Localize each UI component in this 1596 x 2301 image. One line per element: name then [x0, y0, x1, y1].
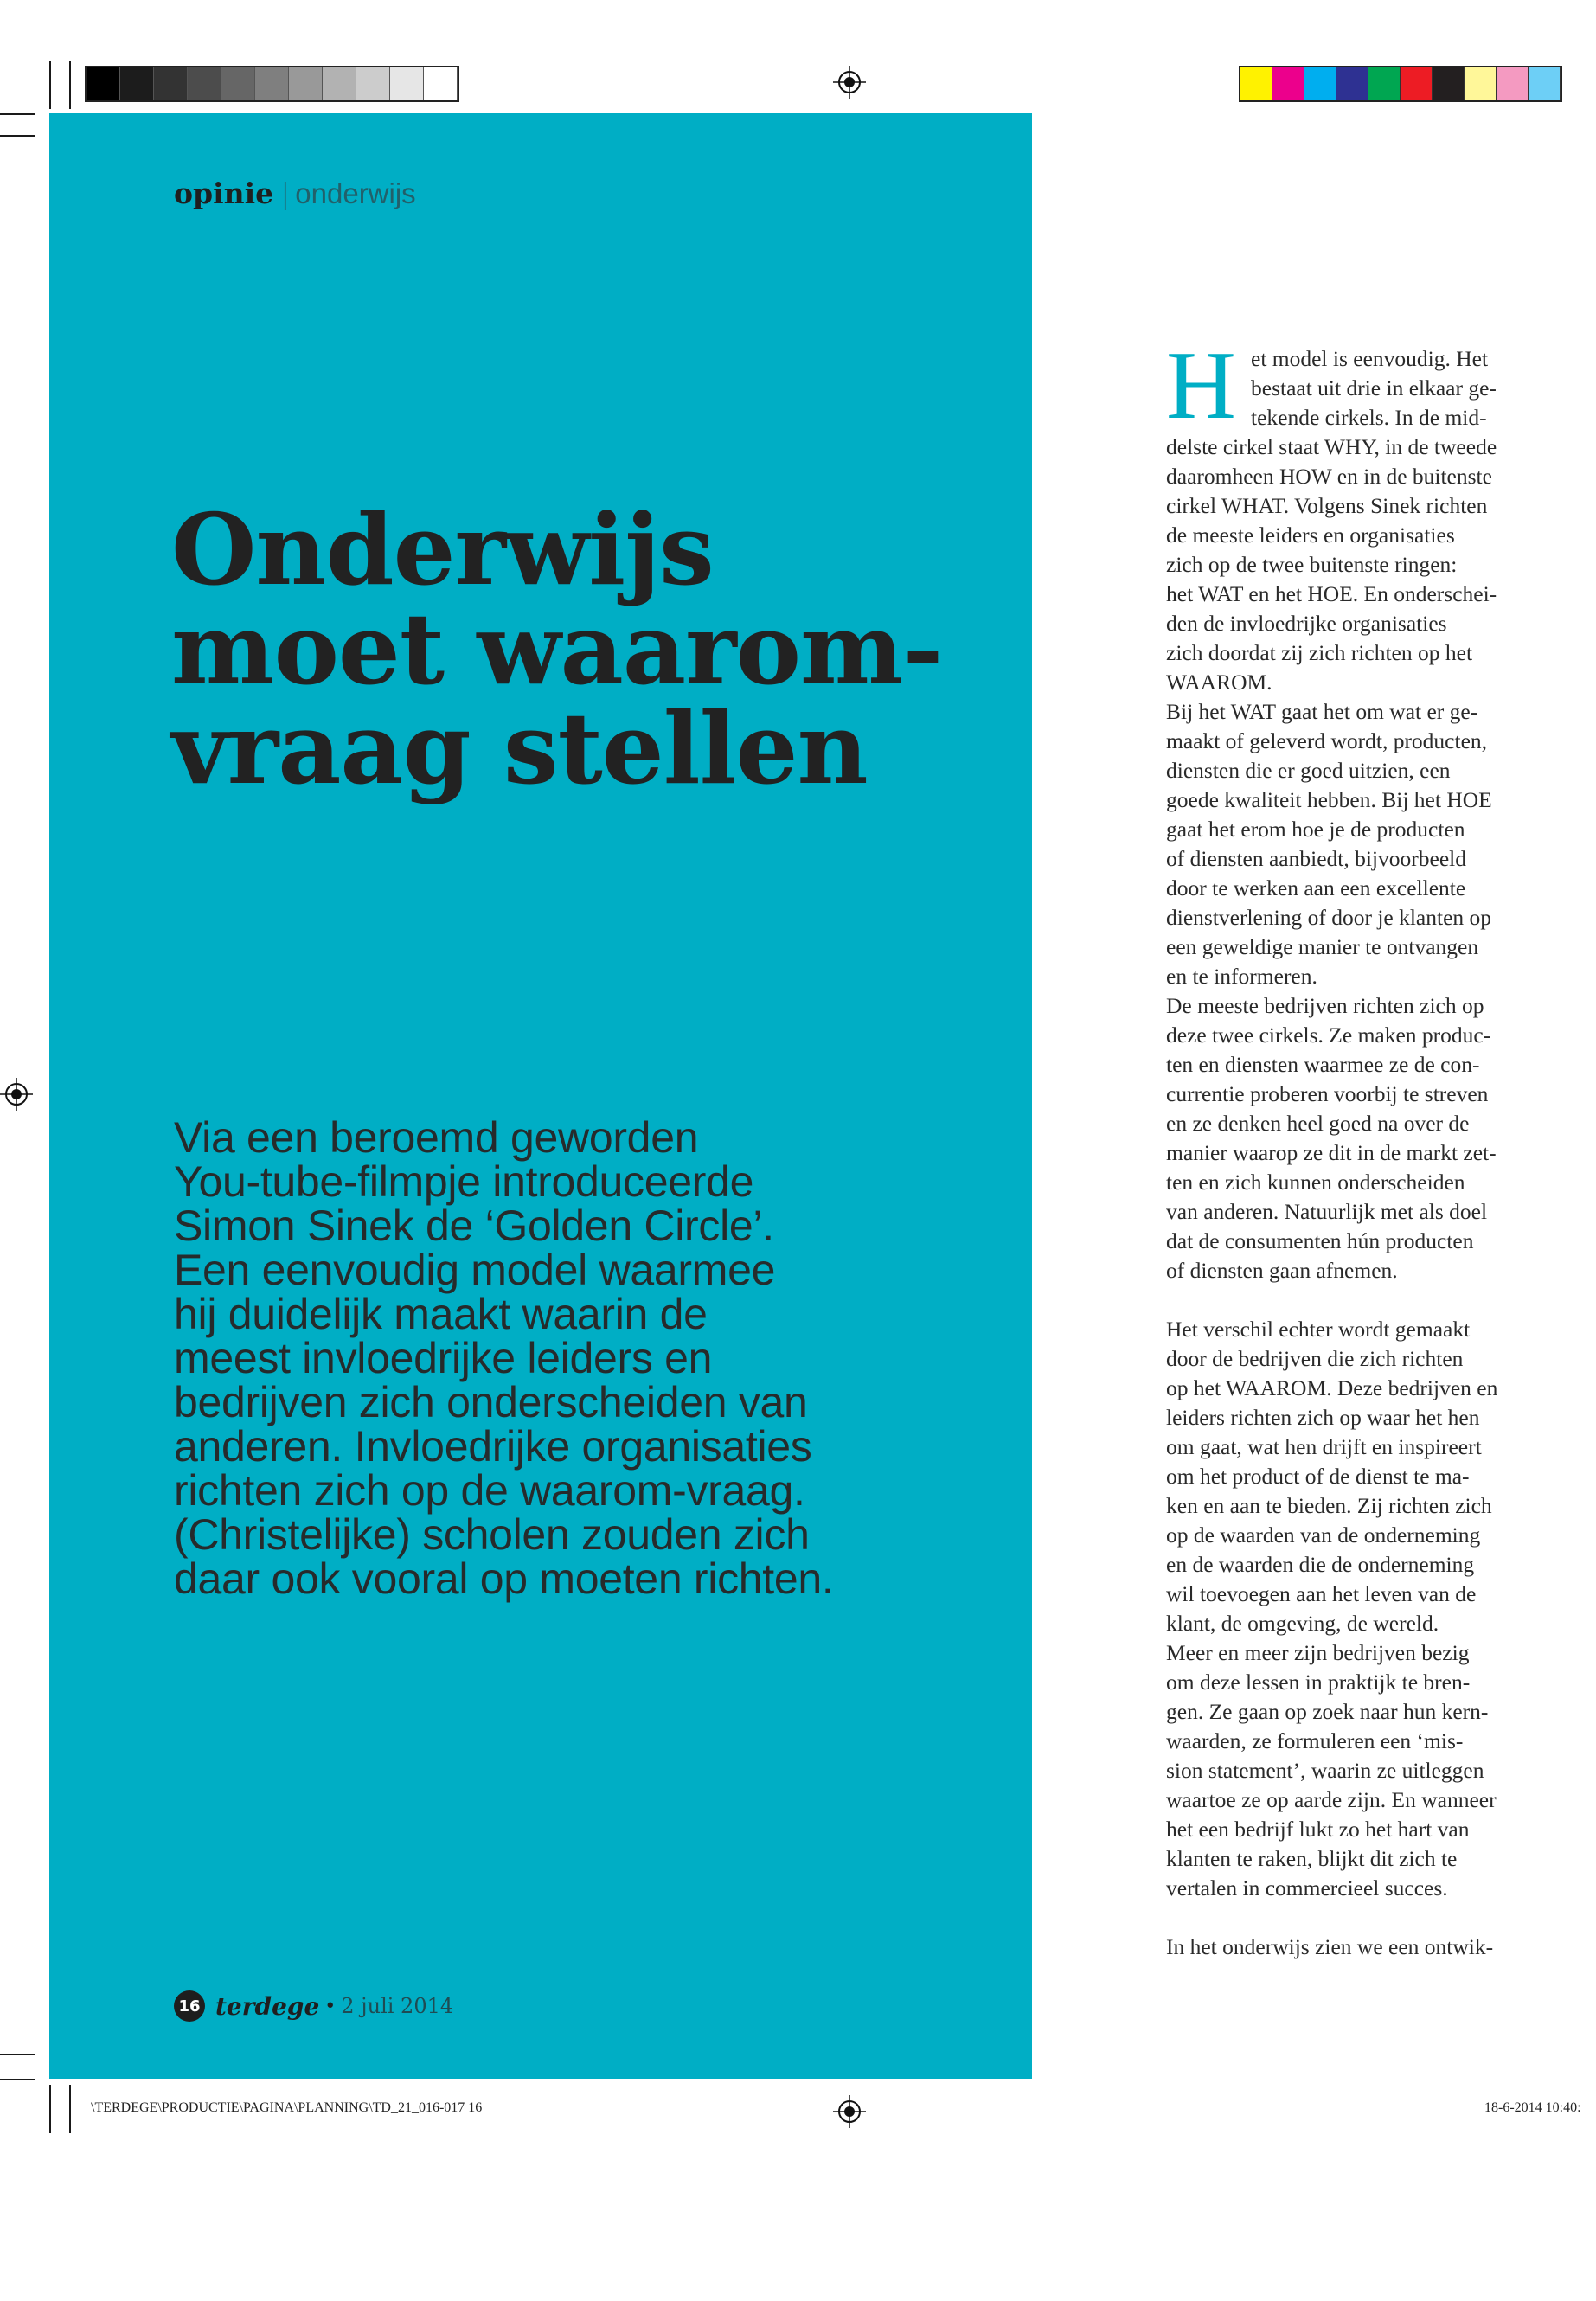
- category-label: opinie: [174, 176, 274, 210]
- color-bar: [1239, 66, 1562, 102]
- body-line: dienstverlening of door je klanten op: [1166, 905, 1492, 930]
- body-line: In het onderwijs zien we een ontwik-: [1166, 1934, 1494, 1959]
- body-line: Het verschil echter wordt gemaakt: [1166, 1317, 1471, 1342]
- headline-line: vraag stellen: [171, 691, 868, 806]
- intro-line: (Christelijke) scholen zouden zich: [174, 1510, 810, 1559]
- color-swatch: [1465, 67, 1497, 100]
- crop-mark: [69, 61, 71, 109]
- color-swatch: [1401, 67, 1433, 100]
- color-swatch: [1240, 67, 1272, 100]
- color-swatch: [424, 67, 458, 100]
- body-line: klant, de omgeving, de wereld.: [1166, 1611, 1439, 1636]
- color-swatch: [1336, 67, 1368, 100]
- body-line: en te informeren.: [1166, 964, 1317, 989]
- body-line: een geweldige manier te ontvangen: [1166, 934, 1479, 959]
- issue-date: 2 juli 2014: [341, 1994, 454, 2018]
- paragraph-gap: [1166, 1903, 1538, 1932]
- teal-panel: [49, 113, 1032, 2079]
- body-line: het WAT en het HOE. En onderschei-: [1166, 581, 1497, 606]
- slug-timestamp: 18-6-2014 10:40:: [1484, 2100, 1581, 2115]
- color-swatch: [120, 67, 154, 100]
- body-line: Bij het WAT gaat het om wat er ge-: [1166, 699, 1478, 724]
- color-swatch: [154, 67, 188, 100]
- body-line: klanten te raken, blijkt dit zich te: [1166, 1846, 1458, 1871]
- color-swatch: [1497, 67, 1529, 100]
- color-swatch: [87, 67, 120, 100]
- color-swatch: [289, 67, 323, 100]
- body-line: Meer en meer zijn bedrijven bezig: [1166, 1640, 1470, 1665]
- body-line: zich doordat zij zich richten op het: [1166, 640, 1473, 665]
- crop-mark: [49, 61, 51, 109]
- body-line: bestaat uit drie in elkaar ge-: [1251, 375, 1497, 401]
- registration-mark-icon: [833, 2095, 866, 2128]
- color-swatch: [1433, 67, 1465, 100]
- body-line: het een bedrijf lukt zo het hart van: [1166, 1817, 1470, 1842]
- intro-line: You-tube-filmpje introduceerde: [174, 1157, 754, 1206]
- page-folio: [174, 1990, 453, 2022]
- body-line: daaromheen HOW en in de buitenste: [1166, 464, 1492, 489]
- body-line: door de bedrijven die zich richten: [1166, 1346, 1464, 1371]
- crop-mark: [49, 2085, 51, 2133]
- body-line: gaat het erom hoe je de producten: [1166, 817, 1465, 842]
- color-swatch: [221, 67, 255, 100]
- body-line: en ze denken heel goed na over de: [1166, 1111, 1470, 1136]
- intro-line: Simon Sinek de ‘Golden Circle’.: [174, 1202, 774, 1250]
- body-line: op het WAAROM. Deze bedrijven en: [1166, 1375, 1498, 1400]
- magazine-logo: terdege: [215, 1991, 320, 2021]
- slug-path: \TERDEGE\PRODUCTIE\PAGINA\PLANNING\TD_21_016-017 16: [91, 2100, 483, 2115]
- body-line: sion statement’, waarin ze uitleggen: [1166, 1758, 1484, 1783]
- grayscale-bar: [85, 66, 459, 102]
- registration-mark-icon: [0, 1078, 33, 1111]
- dropcap-lines: [1166, 332, 1538, 439]
- article-body: [1166, 332, 1538, 1962]
- color-swatch: [356, 67, 390, 100]
- registration-mark-icon: [833, 66, 866, 99]
- body-line: tekende cirkels. In de mid-: [1251, 405, 1487, 430]
- intro-line: Een eenvoudig model waarmee: [174, 1246, 776, 1294]
- color-swatch: [323, 67, 356, 100]
- crop-mark: [69, 2085, 71, 2133]
- body-line: deze twee cirkels. Ze maken produc-: [1166, 1022, 1491, 1048]
- body-line: vertalen in commercieel succes.: [1166, 1875, 1448, 1900]
- body-line: of diensten aanbiedt, bijvoorbeeld: [1166, 846, 1466, 871]
- color-swatch: [390, 67, 424, 100]
- body-line: et model is eenvoudig. Het: [1251, 346, 1489, 371]
- intro-line: daar ook vooral op moeten richten.: [174, 1554, 834, 1603]
- color-swatch: [1368, 67, 1401, 100]
- body-line: zich op de twee buitenste ringen:: [1166, 552, 1458, 577]
- intro-line: anderen. Invloedrijke organisaties: [174, 1422, 812, 1471]
- body-line: cirkel WHAT. Volgens Sinek richten: [1166, 493, 1488, 518]
- headline: [171, 492, 1002, 806]
- body-line: of diensten gaan afnemen.: [1166, 1258, 1398, 1283]
- crop-mark: [0, 135, 35, 137]
- topic-label: onderwijs: [295, 177, 416, 209]
- body-line: dat de consumenten hún producten: [1166, 1228, 1474, 1253]
- body-line: waarden, ze formuleren een ‘mis-: [1166, 1728, 1464, 1753]
- body-line: ken en aan te bieden. Zij richten zich: [1166, 1493, 1492, 1518]
- intro-line: bedrijven zich onderscheiden van: [174, 1378, 808, 1426]
- body-line: om het product of de dienst te ma-: [1166, 1464, 1470, 1489]
- body-line: van anderen. Natuurlijk met als doel: [1166, 1199, 1488, 1224]
- headline-line: moet waarom-: [171, 592, 943, 707]
- body-line: en de waarden die de onderneming: [1166, 1552, 1475, 1577]
- paragraph-block: [1166, 1315, 1538, 1903]
- color-swatch: [188, 67, 221, 100]
- kicker-separator: |: [280, 176, 291, 210]
- crop-mark: [0, 2054, 35, 2055]
- page-number: 16: [174, 1990, 205, 2022]
- body-line: ten en zich kunnen onderscheiden: [1166, 1170, 1465, 1195]
- crop-mark: [0, 113, 35, 115]
- paragraph-block: [1166, 1932, 1538, 1962]
- body-line: de meeste leiders en organisaties: [1166, 522, 1455, 548]
- section-kicker: [174, 176, 416, 210]
- body-line: waartoe ze op aarde zijn. En wanneer: [1166, 1787, 1497, 1812]
- intro-lead: [174, 1113, 970, 1603]
- body-line: ten en diensten waarmee ze de con-: [1166, 1052, 1480, 1077]
- body-line: leiders richten zich op waar het hen: [1166, 1405, 1480, 1430]
- drop-cap: H: [1166, 332, 1236, 439]
- body-line: om gaat, wat hen drijft en inspireert: [1166, 1434, 1482, 1459]
- body-line: De meeste bedrijven richten zich op: [1166, 993, 1484, 1018]
- paragraph-block: [1166, 433, 1538, 1285]
- intro-line: meest invloedrijke leiders en: [174, 1334, 713, 1382]
- color-swatch: [255, 67, 289, 100]
- body-line: om deze lessen in praktijk te bren-: [1166, 1670, 1471, 1695]
- body-line: den de invloedrijke organisaties: [1166, 611, 1447, 636]
- body-line: gen. Ze gaan op zoek naar hun kern-: [1166, 1699, 1489, 1724]
- intro-line: Via een beroemd geworden: [174, 1113, 699, 1162]
- color-swatch: [1304, 67, 1336, 100]
- intro-line: richten zich op de waarom-vraag.: [174, 1466, 805, 1515]
- intro-line: hij duidelijk maakt waarin de: [174, 1290, 708, 1338]
- color-swatch: [1529, 67, 1561, 100]
- color-swatch: [1272, 67, 1304, 100]
- body-line: diensten die er goed uitzien, een: [1166, 758, 1451, 783]
- paragraph-gap: [1166, 1285, 1538, 1315]
- body-line: delste cirkel staat WHY, in de tweede: [1166, 434, 1497, 459]
- body-line: WAAROM.: [1166, 670, 1272, 695]
- body-line: maakt of geleverd wordt, producten,: [1166, 728, 1488, 753]
- body-line: wil toevoegen aan het leven van de: [1166, 1581, 1477, 1606]
- folio-bullet: •: [324, 1995, 337, 2017]
- headline-line: Onderwijs: [171, 492, 714, 607]
- crop-mark: [0, 2079, 35, 2080]
- body-line: currentie proberen voorbij te streven: [1166, 1081, 1489, 1106]
- body-line: goede kwaliteit hebben. Bij het HOE: [1166, 787, 1492, 812]
- body-line: op de waarden van de onderneming: [1166, 1522, 1481, 1548]
- body-line: manier waarop ze dit in de markt zet-: [1166, 1140, 1497, 1165]
- body-line: door te werken aan een excellente: [1166, 875, 1466, 901]
